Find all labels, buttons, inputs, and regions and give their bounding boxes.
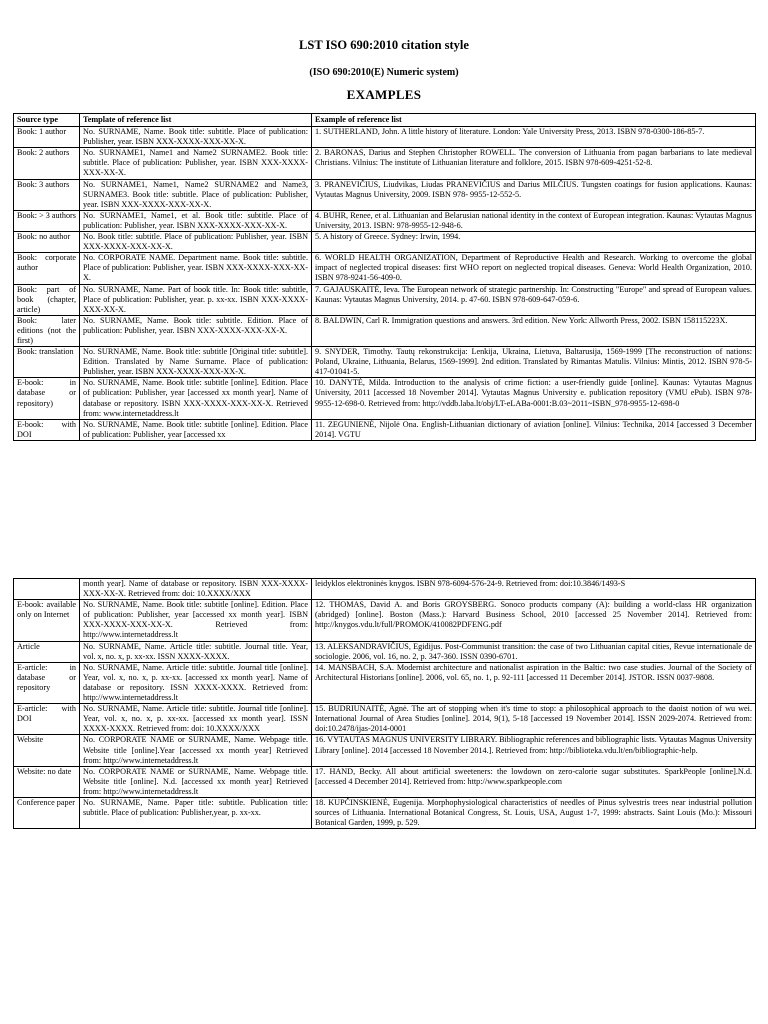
header-source-type: Source type	[14, 114, 80, 127]
table-row	[14, 232, 756, 253]
example-cell: 17. HAND, Becky. All about artificial sweeteners: the lowdown on zero-calorie sugar substitutes. SparkPeople [online].N.d. [accessed 4 December 2014]. Retrieved from: http://www.sparkpeople.com	[312, 766, 756, 797]
table-row	[14, 253, 756, 284]
table-row	[14, 797, 756, 828]
template-cell: No. SURNAME, Name. Book title: subtitle. Edition. Place of publication: Publisher, year. ISBN XXX-XXXX-XXX-XX-X.	[80, 315, 312, 346]
template-cell: No. CORPORATE NAME or SURNAME, Name. Webpage title. Website title [online].Year [accessed xx month year] Retrieved from: http://www.internetaddress.lt	[80, 735, 312, 766]
example-cell: 4. BUHR, Renee, et al. Lithuanian and Belarusian national identity in the context of European integration. Kaunas: Vytautas Magnus University, 2013. ISBN: 978-9955-12-948-6.	[312, 210, 756, 231]
source-type-cell: Conference paper	[14, 797, 80, 828]
table-header-row	[14, 114, 756, 127]
template-cell: No. SURNAME, Name. Book title: subtitle [Original title: subtitle]. Edition. Translated by Name Surname. Place of publication: Publisher, year. ISBN XXX-XXXX-XXX-XX-X.	[80, 347, 312, 378]
table-row	[14, 148, 756, 179]
table-row	[14, 210, 756, 231]
page-2	[0, 578, 768, 1024]
template-cell: No. Book title: subtitle. Place of publication: Publisher, year. ISBN XXX-XXXX-XXX-XX-X.	[80, 232, 312, 253]
template-cell: No. SURNAME1, Name1, et al. Book title: subtitle. Place of publication: Publisher, year. ISBN XXX-XXXX-XXX-XX-X.	[80, 210, 312, 231]
table-row	[14, 315, 756, 346]
example-cell: 12. THOMAS, David A. and Boris GROYSBERG. Sonoco products company (A): building a world-class HR organization (abridged) [online]. Boston (Mass.): Harvard Business School, 2010 [accessed 25 November 2014]. Retrieved from: http://knygos.vdu.lt/full/PROMOK/410082PDFENG.pdf	[312, 600, 756, 641]
table-row	[14, 347, 756, 378]
example-cell: 18. KUPČINSKIENĖ, Eugenija. Morphophysiological characteristics of needles of Pinus sylvestris trees near industrial pollution sources of Lithuania. International Botanical Congress, St. Louis, USA, August 1-7, 1999: abstracts. Saint Louis (Mo.): Missouri Botanical Garden, 1999, p. 529.	[312, 797, 756, 828]
example-cell: 6. WORLD HEALTH ORGANIZATION, Department of Reproductive Health and Research. Working to overcome the global impact of neglected tropical diseases: first WHO report on neglected tropical diseases. Geneva: World Health Organization, 2010. ISBN 978-9241-56-409-0.	[312, 253, 756, 284]
example-cell: leidyklos elektroninės knygos. ISBN 978-6094-576-24-9. Retrieved from: doi:10.3846/1493-S	[312, 579, 756, 600]
table-row	[14, 600, 756, 641]
table-row	[14, 179, 756, 210]
example-cell: 8. BALDWIN, Carl R. Immigration questions and answers. 3rd edition. New York: Allworth Press, 2002. ISBN 158115223X.	[312, 315, 756, 346]
source-type-cell: Book: 3 authors	[14, 179, 80, 210]
example-cell: 1. SUTHERLAND, John. A little history of literature. London: Yale University Press, 2013. ISBN 978-0300-186-85-7.	[312, 127, 756, 148]
citation-table-page-1	[13, 113, 756, 441]
source-type-cell: Book: later editions (not the first)	[14, 315, 80, 346]
template-cell: No. SURNAME, Name. Part of book title. In: Book title: subtitle, Place of publication: Publisher, year. p. xx-xx. ISBN XXX-XXXX-XXX-XX-X.	[80, 284, 312, 315]
table-row	[14, 127, 756, 148]
example-cell: 9. SNYDER, Timothy. Tautų rekonstrukcija: Lenkija, Ukraina, Lietuva, Baltarusija, 1569-1999 [The reconstruction of nations: Poland, Ukraine, Lithuania, Belarus, 1569-1999]. 2nd edition. Translated by Rimantas Matulis. Vilnius: Mintis, 2012. ISBN 978-5-417-01041-5.	[312, 347, 756, 378]
source-type-cell	[14, 579, 80, 600]
source-type-cell: E-book: available only on Internet	[14, 600, 80, 641]
template-cell: No. CORPORATE NAME. Department name. Book title: subtitle. Place of publication: Publisher, year. ISBN XXX-XXXX-XXX-XX-X.	[80, 253, 312, 284]
source-type-cell: Website: no date	[14, 766, 80, 797]
example-cell: 2. BARONAS, Darius and Stephen Christopher ROWELL. The conversion of Lithuania from pagan barbarians to late medieval Christians. Vilnius: The institute of Lithuanian literature and folklore, 2015. ISBN 978-609-4251-52-8.	[312, 148, 756, 179]
table-row	[14, 662, 756, 703]
template-cell: No. CORPORATE NAME or SURNAME, Name. Webpage title. Website title [online]. N.d. [accessed xx month year] Retrieved from: http://www.internetaddress.lt	[80, 766, 312, 797]
template-cell: No. SURNAME, Name. Article title: subtitle. Journal title. Year, vol. x, no. x, p. xx-xx. ISSN XXXX-XXXX.	[80, 641, 312, 662]
source-type-cell: E-article: in database or repository	[14, 662, 80, 703]
table-row	[14, 579, 756, 600]
source-type-cell: Book: > 3 authors	[14, 210, 80, 231]
examples-heading: EXAMPLES	[346, 87, 422, 102]
source-type-cell: Book: part of book (chapter, article)	[14, 284, 80, 315]
document-title: LST ISO 690:2010 citation style	[299, 38, 469, 52]
table-row	[14, 419, 756, 440]
table-row	[14, 735, 756, 766]
template-cell: No. SURNAME, Name. Book title: subtitle [online]. Edition. Place of publication: Publisher, year [accessed xx month year]. ISBN XXX-XXXX-XXX-XX-X. Retrieved from: http://www.internetaddress.lt	[80, 600, 312, 641]
table-row	[14, 284, 756, 315]
example-cell: 16. VYTAUTAS MAGNUS UNIVERSITY LIBRARY. Bibliographic references and bibliographic lists. Vytautas Magnus University Library [online]. 2014 [accessed 18 November 2014.]. Retrieved from: http://biblioteka.vdu.lt/en/bibliographic-help.	[312, 735, 756, 766]
source-type-cell: Article	[14, 641, 80, 662]
source-type-cell: Book: 1 author	[14, 127, 80, 148]
source-type-cell: Book: 2 authors	[14, 148, 80, 179]
template-cell: No. SURNAME, Name. Article title: subtitle. Journal title [online]. Year, vol. x, no. x, p. xx-xx. [accessed xx month year]. ISSN XXXX-XXXX. Retrieved from: doi: 10.XXXX/XXX	[80, 704, 312, 735]
header-template: Template of reference list	[80, 114, 312, 127]
source-type-cell: E-article: with DOI	[14, 704, 80, 735]
example-cell: 11. ZEGUNIENĖ, Nijolė Ona. English-Lithuanian dictionary of aviation [online]. Vilnius: Technika, 2014 [accessed 3 December 2014]. VGTU	[312, 419, 756, 440]
source-type-cell: Book: corporate author	[14, 253, 80, 284]
example-cell: 5. A history of Greece. Sydney: Irwin, 1994.	[312, 232, 756, 253]
example-cell: 14. MANSBACH, S.A. Modernist architecture and nationalist aspiration in the Baltic: two case studies. Journal of the Society of Architectural Historians [online]. 2006, vol. 65, no. 1, p. 92-111 [accessed 11 December 2014]. JSTOR. ISSN 0037-9808.	[312, 662, 756, 703]
template-cell: No. SURNAME, Name. Article title: subtitle. Journal title [online]. Year, vol. x, no. x, p. xx-xx. [accessed xx month year]. Name of database or repository. ISSN XXXX-XXXX. Retrieved from: http://www.internetaddress.lt	[80, 662, 312, 703]
source-type-cell: E-book: with DOI	[14, 419, 80, 440]
template-cell: No. SURNAME1, Name1 and Name2 SURNAME2. Book title: subtitle. Place of publication: Publisher, year. ISBN XXX-XXXX-XXX-XX-X.	[80, 148, 312, 179]
table-row	[14, 704, 756, 735]
example-cell: 10. DANYTĖ, Milda. Introduction to the analysis of crime fiction: a user-friendly guide [online]. Kaunas: Vytautas Magnus University, 2011 [accessed 18 November 2014]. Vytautas Magnus University e. publication repository (VMU ePub). ISBN 978-9955-12-698-0. Retrieved from: http://vddb.laba.lt/obj/LT-eLABa-0001:B.03~2011~ISBN_978-9955-12-698-0	[312, 378, 756, 419]
source-type-cell: Book: no author	[14, 232, 80, 253]
example-cell: 7. GAJAUSKAITĖ, Ieva. The European network of strategic partnership. In: Constructing "Europe" and spread of European values. Kaunas: Vytautas Magnus University, 2014. p. 47-60. ISBN 978-609-647-059-6.	[312, 284, 756, 315]
table-row	[14, 378, 756, 419]
template-cell: month year]. Name of database or repository. ISBN XXX-XXXX-XXX-XX-X. Retrieved from: doi: 10.XXXX/XXX	[80, 579, 312, 600]
citation-table-page-2	[13, 578, 756, 829]
table-row	[14, 641, 756, 662]
header-example: Example of reference list	[312, 114, 756, 127]
source-type-cell: Website	[14, 735, 80, 766]
document-subtitle: (ISO 690:2010(E) Numeric system)	[309, 67, 459, 78]
template-cell: No. SURNAME1, Name1, Name2 SURNAME2 and Name3, SURNAME3. Book title: subtitle. Place of publication: Publisher, year. ISBN XXX-XXXX-XXX-XX-X.	[80, 179, 312, 210]
template-cell: No. SURNAME, Name. Book title: subtitle [online]. Edition. Place of publication: Publisher, year [accessed xx month year]. Name of database or repository. ISBN XXX-XXXX-XXX-XX-X. Retrieved from: www.internetaddress.lt	[80, 378, 312, 419]
table-row	[14, 766, 756, 797]
example-cell: 3. PRANEVIČIUS, Liudvikas, Liudas PRANEVIČIUS and Darius MILČIUS. Tungsten coatings for fusion applications. Kaunas: Vytautas Magnus University, 2009. ISBN 978- 9955-12-552-5.	[312, 179, 756, 210]
template-cell: No. SURNAME, Name. Paper title: subtitle. Publication title: subtitle. Place of publication: Publisher,year, p. xx-xx.	[80, 797, 312, 828]
example-cell: 13. ALEKSANDRAVIČIUS, Egidijus. Post-Communist transition: the case of two Lithuanian capital cities, Revue internationale de sociologie. 2006, vol. 16, no. 2, p. 347-360. ISSN 0390-6701.	[312, 641, 756, 662]
template-cell: No. SURNAME, Name. Book title: subtitle [online]. Edition. Place of publication: Publisher, year [accessed xx	[80, 419, 312, 440]
source-type-cell: Book: translation	[14, 347, 80, 378]
source-type-cell: E-book: in database or repository)	[14, 378, 80, 419]
template-cell: No. SURNAME, Name. Book title: subtitle. Place of publication: Publisher, year. ISBN XXX-XXXX-XXX-XX-X.	[80, 127, 312, 148]
example-cell: 15. BUDRIUNAITĖ, Agnė. The art of stopping when it's time to stop: a philosophical approach to the daoist notion of wu wei. International Journal of Area Studies [online]. 2014, 9(1), 5-18 [accessed 19 November 2014]. ISSN 2029-2074. Retrieved from: doi:10.2478/ijas-2014-0001	[312, 704, 756, 735]
page-gap	[0, 558, 768, 578]
